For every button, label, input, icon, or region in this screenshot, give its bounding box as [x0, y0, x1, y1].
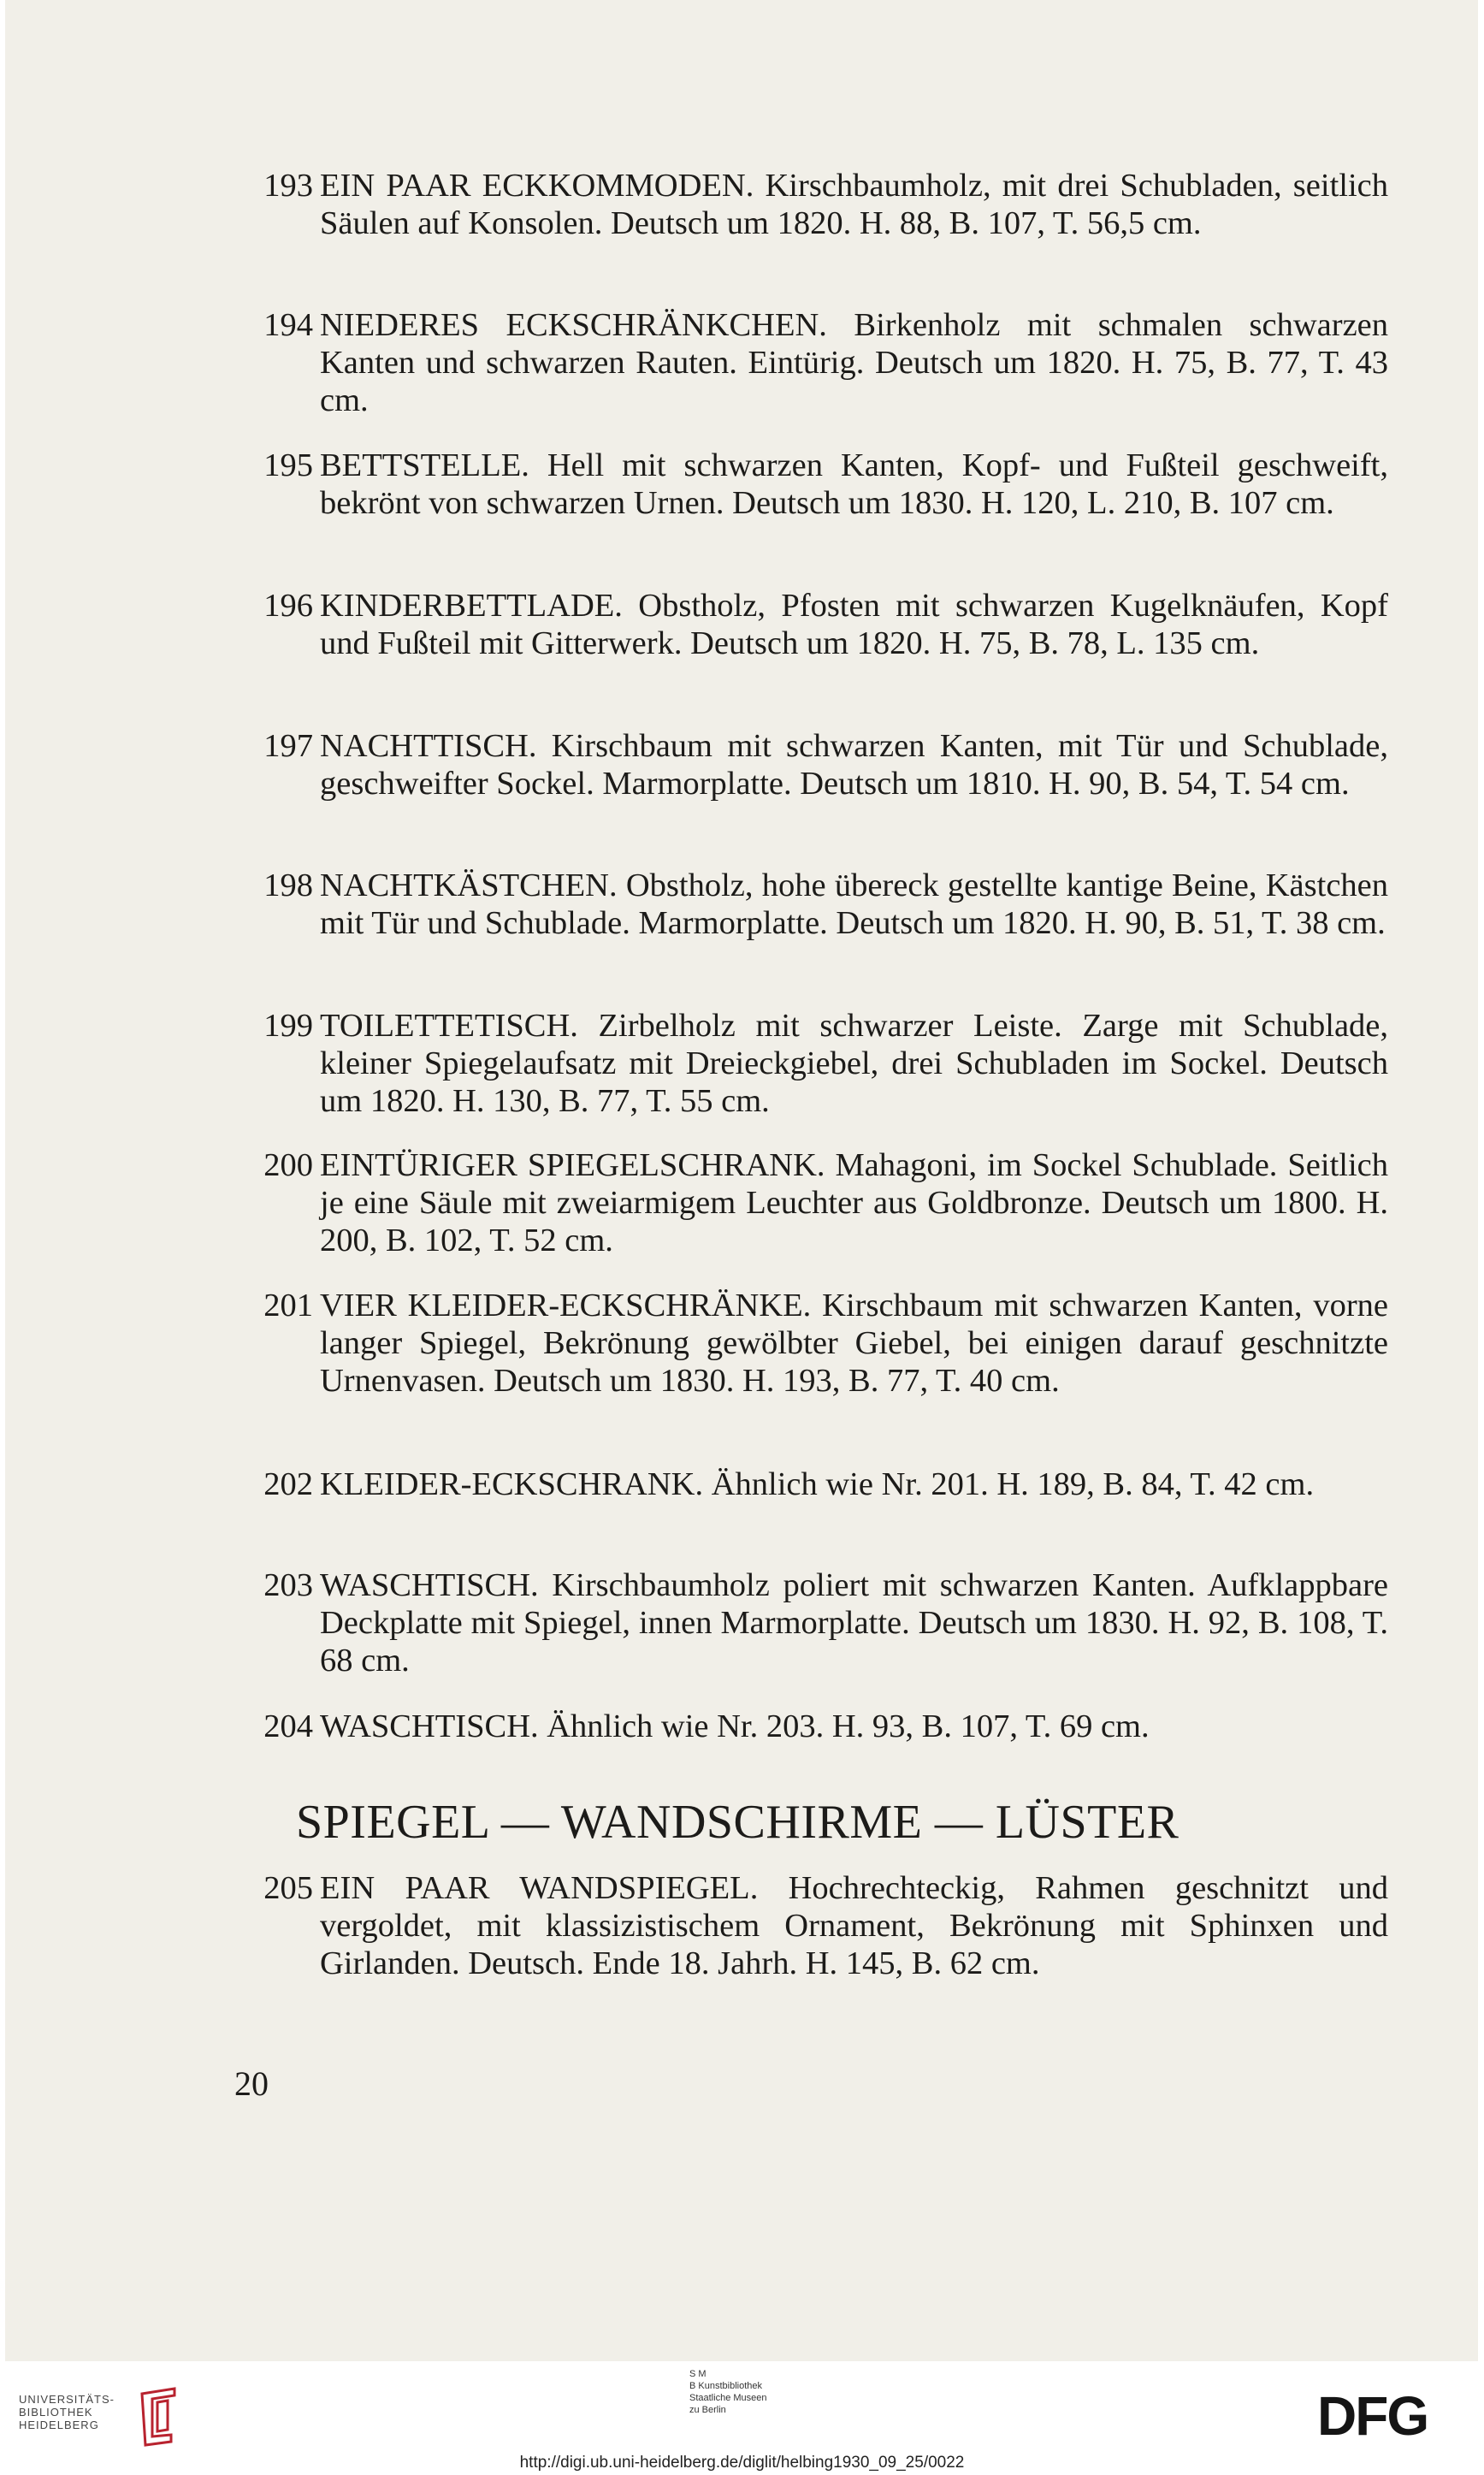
page-number: 20: [234, 2064, 269, 2103]
lot-number: 195: [263, 447, 313, 483]
stamp-line: S M: [689, 2369, 707, 2379]
lot-number: 193: [263, 168, 313, 204]
lot-description: NACHTKÄSTCHEN. Obstholz, hohe übereck gestellte kantige Beine, Kästchen mit Tür und Schublade. Marmorplatte. Deutsch um 1820. H. 90, B. 51, T. 38 cm.: [320, 867, 1388, 941]
lot-description: WASCHTISCH. Kirschbaumholz poliert mit schwarzen Kanten. Aufklappbare Deckplatte mit Spiegel, innen Marmorplatte. Deutsch um 1830. H. 92, B. 108, T. 68 cm.: [320, 1567, 1388, 1679]
lot-description: WASCHTISCH. Ähnlich wie Nr. 203. H. 93, B. 107, T. 69 cm.: [320, 1708, 1150, 1744]
lot-description: NACHTTISCH. Kirschbaum mit schwarzen Kanten, mit Tür und Schublade, geschweifter Sockel. Marmorplatte. Deutsch um 1810. H. 90, B. 54, T. 54 cm.: [320, 728, 1388, 802]
lot-description: EIN PAAR ECKKOMMODEN. Kirschbaumholz, mit drei Schubladen, seitlich Säulen auf Konsolen. Deutsch um 1820. H. 88, B. 107, T. 56,5 cm.: [320, 168, 1388, 241]
lot-number: 200: [263, 1147, 313, 1183]
library-logo-line: BIBLIOTHEK: [19, 2406, 93, 2419]
library-logo-line: UNIVERSITÄTS-: [19, 2393, 115, 2406]
lot-number: 203: [263, 1567, 313, 1603]
lot-number: 205: [263, 1870, 313, 1906]
lot-description: VIER KLEIDER-ECKSCHRÄNKE. Kirschbaum mit schwarzen Kanten, vorne langer Spiegel, Bekrönung gewölbter Giebel, bei einigen darauf geschnitzte Urnenvasen. Deutsch um 1830. H. 193, B. 77, T. 40 cm.: [320, 1288, 1388, 1399]
lot-description: KLEIDER-ECKSCHRANK. Ähnlich wie Nr. 201. H. 189, B. 84, T. 42 cm.: [320, 1466, 1315, 1502]
lot-number: 204: [263, 1708, 313, 1744]
lot-number: 198: [263, 867, 313, 903]
lot-number: 196: [263, 588, 313, 624]
section-heading: SPIEGEL — WANDSCHIRME — LÜSTER: [296, 1796, 1180, 1849]
lot-description: KINDERBETTLADE. Obstholz, Pfosten mit schwarzen Kugelknäufen, Kopf und Fußteil mit Gitterwerk. Deutsch um 1820. H. 75, B. 78, L. 135 cm.: [320, 588, 1388, 661]
lot-number: 194: [263, 307, 313, 343]
lot-number: 202: [263, 1466, 313, 1502]
lot-description: EINTÜRIGER SPIEGELSCHRANK. Mahagoni, im Sockel Schublade. Seitlich je eine Säule mit zweiarmigem Leuchter aus Goldbronze. Deutsch um 1800. H. 200, B. 102, T. 52 cm.: [320, 1147, 1388, 1258]
lot-description: EIN PAAR WANDSPIEGEL. Hochrechteckig, Rahmen geschnitzt und vergoldet, mit klassizistischem Ornament, Bekrönung mit Sphinxen und Girlanden. Deutsch. Ende 18. Jahrh. H. 145, B. 62 cm.: [320, 1870, 1388, 1981]
stamp-line: zu Berlin: [689, 2405, 726, 2415]
lot-description: NIEDERES ECKSCHRÄNKCHEN. Birkenholz mit schmalen schwarzen Kanten und schwarzen Rauten. Eintürig. Deutsch um 1820. H. 75, B. 77, T. 43 cm.: [320, 307, 1388, 418]
lot-description: BETTSTELLE. Hell mit schwarzen Kanten, Kopf- und Fußteil geschweift, bekrönt von schwarzen Urnen. Deutsch um 1830. H. 120, L. 210, B. 107 cm.: [320, 447, 1388, 521]
library-emblem-icon: [137, 2385, 180, 2447]
stamp-line: Staatliche Museen: [689, 2393, 767, 2403]
lot-number: 199: [263, 1008, 313, 1044]
stamp-line: B Kunstbibliothek: [689, 2381, 762, 2391]
library-logo-line: HEIDELBERG: [19, 2419, 99, 2431]
lot-description: TOILETTETISCH. Zirbelholz mit schwarzer Leiste. Zarge mit Schublade, kleiner Spiegelaufsatz mit Dreieckgiebel, drei Schubladen im Sockel. Deutsch um 1820. H. 130, B. 77, T. 55 cm.: [320, 1008, 1388, 1119]
lot-number: 201: [263, 1288, 313, 1323]
scanned-page: [5, 0, 1478, 2361]
lot-number: 197: [263, 728, 313, 764]
dfg-logo[interactable]: DFG: [1317, 2385, 1428, 2447]
permalink-url[interactable]: http://digi.ub.uni-heidelberg.de/diglit/helbing1930_09_25/0022: [519, 2454, 965, 2472]
museum-stamp: [689, 2368, 860, 2416]
